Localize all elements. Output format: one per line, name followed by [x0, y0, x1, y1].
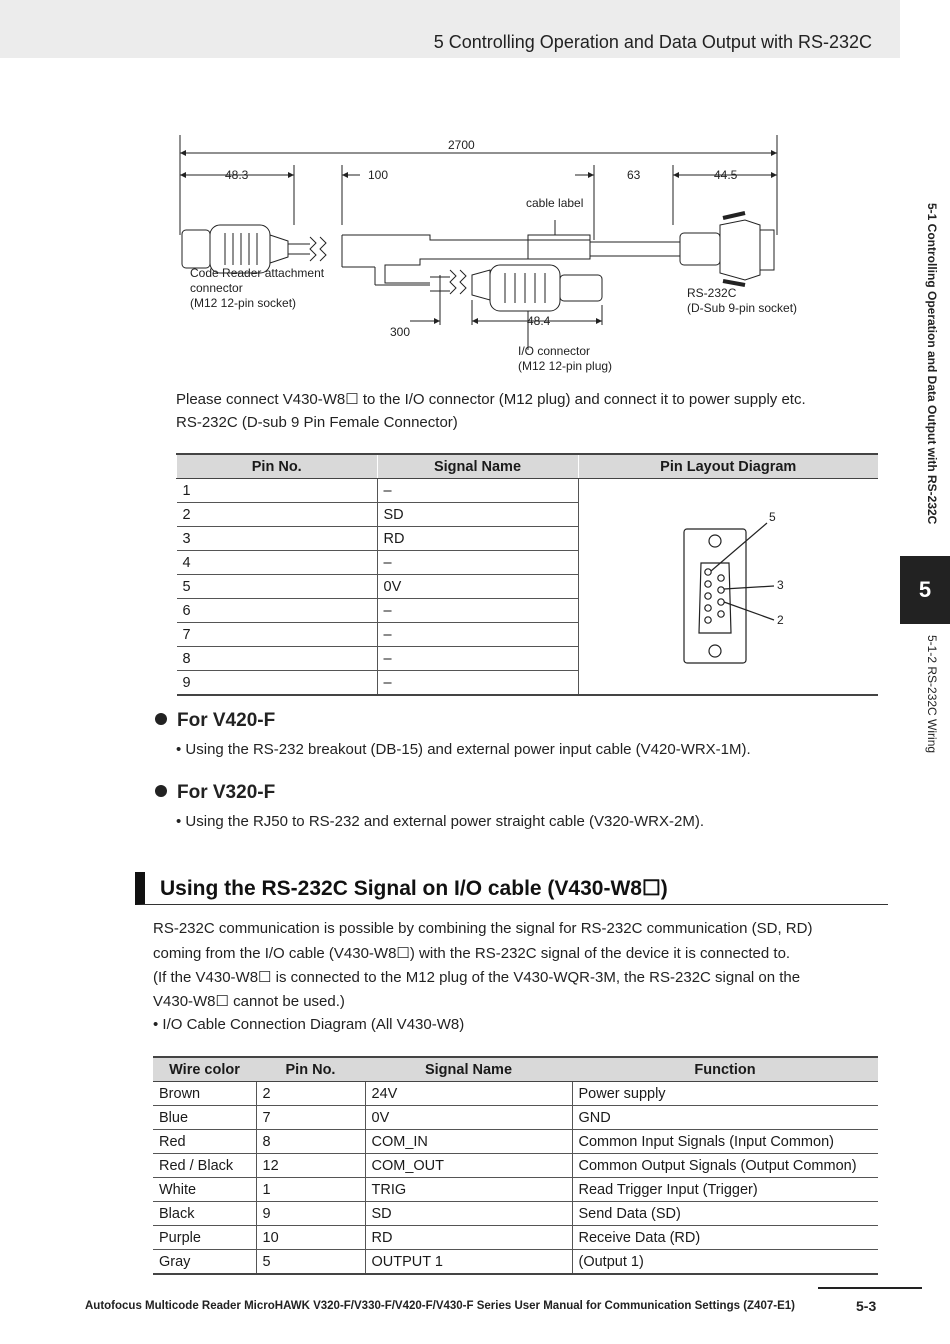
pin-cell: 4 [177, 551, 378, 575]
signal-cell: – [377, 671, 578, 696]
table-row [153, 1106, 878, 1130]
intro-line-2: RS-232C (D-sub 9 Pin Female Connector) [176, 414, 458, 431]
signal-name-cell: SD [365, 1202, 572, 1226]
dsub-pin-diagram [579, 483, 879, 683]
signal-name-cell: COM_IN [365, 1130, 572, 1154]
dim-100: 100 [368, 168, 389, 182]
code-reader-label-1: Code Reader attachment [190, 266, 325, 280]
signal-cell: – [377, 623, 578, 647]
wire-table-header: Signal Name [365, 1057, 572, 1082]
dim-left: 48.3 [225, 168, 249, 182]
wire-table-header: Function [572, 1057, 878, 1082]
signal-name-cell: 24V [365, 1082, 572, 1106]
v320-bullet: • Using the RJ50 to RS-232 and external power straight cable (V320-WRX-2M). [176, 813, 704, 830]
v320-title: For V320-F [177, 782, 276, 803]
wire-color-cell: Red / Black [153, 1154, 256, 1178]
code-reader-label-3: (M12 12-pin socket) [190, 296, 297, 310]
wire-color-cell: White [153, 1178, 256, 1202]
dim-48-4: 48.4 [527, 314, 551, 328]
v420-bullet: • Using the RS-232 breakout (DB-15) and external power input cable (V420-WRX-1M). [176, 741, 751, 758]
table-row [153, 1082, 878, 1106]
rs232-label-2: (D-Sub 9-pin socket) [687, 301, 798, 315]
wire-color-cell: Blue [153, 1106, 256, 1130]
dim-right: 44.5 [714, 168, 738, 182]
cable-diagram [170, 125, 820, 385]
signal-name-cell: COM_OUT [365, 1154, 572, 1178]
signal-cell: SD [377, 503, 578, 527]
signal-name-cell: 0V [365, 1106, 572, 1130]
signal-cell: – [377, 647, 578, 671]
wire-color-cell: Purple [153, 1226, 256, 1250]
side-section-label: 5-1 Controlling Operation and Data Output with RS-232C [925, 203, 939, 525]
pin-no-cell: 5 [256, 1250, 365, 1275]
pin-no-cell: 2 [256, 1082, 365, 1106]
v420-title: For V420-F [177, 710, 276, 731]
footer-rule [818, 1287, 922, 1289]
dim-total: 2700 [448, 138, 475, 152]
function-cell: (Output 1) [578, 1253, 644, 1270]
pin-cell: 9 [177, 671, 378, 696]
pin-table-header: Signal Name [377, 454, 578, 479]
wire-table-header: Pin No. [256, 1057, 365, 1082]
wire-table [153, 1056, 878, 1275]
section-bullet: • I/O Cable Connection Diagram (All V430-W8) [153, 1016, 465, 1033]
cable-label-text: cable label [526, 196, 584, 210]
pin-no-cell: 1 [256, 1178, 365, 1202]
bullet-dot-icon [155, 785, 167, 797]
table-row [153, 1154, 878, 1178]
dim-63: 63 [627, 168, 641, 182]
wire-table-header: Wire color [153, 1057, 256, 1082]
pin-cell: 6 [177, 599, 378, 623]
section-para-2: coming from the I/O cable (V430-W8☐) with the RS-232C signal of the device it is connected to. [153, 945, 791, 962]
function-cell: Power supply [572, 1082, 878, 1106]
signal-cell: RD [377, 527, 578, 551]
bullet-dot-icon [155, 713, 167, 725]
signal-cell: – [377, 479, 578, 503]
wire-color-cell: Gray [153, 1250, 256, 1275]
signal-cell: – [377, 551, 578, 575]
pin-table [176, 453, 878, 696]
page-number: 5-3 [856, 1298, 877, 1314]
table-row [153, 1130, 878, 1154]
side-subsection-label: 5-1-2 RS-232C Wiring [925, 635, 939, 754]
pin-no-cell: 12 [256, 1154, 365, 1178]
section-para-3: (If the V430-W8☐ is connected to the M12 plug of the V430-WQR-3M, the RS-232C signal on the [153, 969, 801, 986]
table-row [153, 1178, 878, 1202]
pin-cell: 5 [177, 575, 378, 599]
rs232-label-1: RS-232C [687, 286, 737, 300]
pin-cell: 1 [177, 479, 378, 503]
pin-label-2: 2 [776, 613, 784, 627]
function-cell: Common Output Signals (Output Common) [572, 1154, 878, 1178]
pin-cell: 8 [177, 647, 378, 671]
section-para-1: RS-232C communication is possible by combining the signal for RS-232C communication (SD, RD) [153, 920, 813, 937]
chapter-number-box: 5 [900, 556, 950, 624]
pin-table-header: Pin No. [177, 454, 378, 479]
footer-text: Autofocus Multicode Reader MicroHAWK V320-F/V330-F/V420-F/V430-F Series User Manual for Communication Settings (Z407-E1) [85, 1300, 795, 1312]
dim-300: 300 [390, 325, 411, 339]
pin-no-cell: 9 [256, 1202, 365, 1226]
section-heading [135, 872, 888, 905]
function-cell: Receive Data (RD) [572, 1226, 878, 1250]
pin-cell: 7 [177, 623, 378, 647]
pin-label-5: 5 [768, 510, 776, 524]
wire-color-cell: Red [153, 1130, 256, 1154]
section-para-4: V430-W8☐ cannot be used.) [153, 993, 345, 1010]
signal-cell: 0V [377, 575, 578, 599]
v420-heading [155, 710, 275, 732]
section-title: Using the RS-232C Signal on I/O cable (V430-W8☐) [160, 877, 668, 900]
pin-cell: 3 [177, 527, 378, 551]
function-cell: GND [572, 1106, 878, 1130]
signal-name-cell: TRIG [365, 1178, 572, 1202]
pin-no-cell: 7 [256, 1106, 365, 1130]
function-cell: Common Input Signals (Input Common) [572, 1130, 878, 1154]
signal-name-cell: RD [365, 1226, 572, 1250]
intro-line-1: Please connect V430-W8☐ to the I/O connector (M12 plug) and connect it to power supply etc. [176, 391, 806, 408]
v320-heading [155, 782, 275, 804]
pin-label-3: 3 [776, 578, 784, 592]
io-label-2: (M12 12-pin plug) [518, 359, 613, 373]
table-row [153, 1202, 878, 1226]
pin-no-cell: 10 [256, 1226, 365, 1250]
table-row [177, 479, 879, 503]
signal-cell: – [377, 599, 578, 623]
function-cell: Send Data (SD) [572, 1202, 878, 1226]
wire-color-cell: Brown [153, 1082, 256, 1106]
signal-name-cell: OUTPUT 1 [365, 1250, 572, 1275]
code-reader-label-2: connector [190, 281, 243, 295]
table-row [153, 1250, 878, 1275]
pin-no-cell: 8 [256, 1130, 365, 1154]
io-label-1: I/O connector [518, 344, 591, 358]
table-row [153, 1226, 878, 1250]
function-cell: Read Trigger Input (Trigger) [572, 1178, 878, 1202]
pin-cell: 2 [177, 503, 378, 527]
page-header-title: 5 Controlling Operation and Data Output with RS-232C [433, 32, 872, 52]
pin-table-header: Pin Layout Diagram [578, 454, 878, 479]
wire-color-cell: Black [153, 1202, 256, 1226]
pin-layout-diagram [578, 479, 878, 696]
